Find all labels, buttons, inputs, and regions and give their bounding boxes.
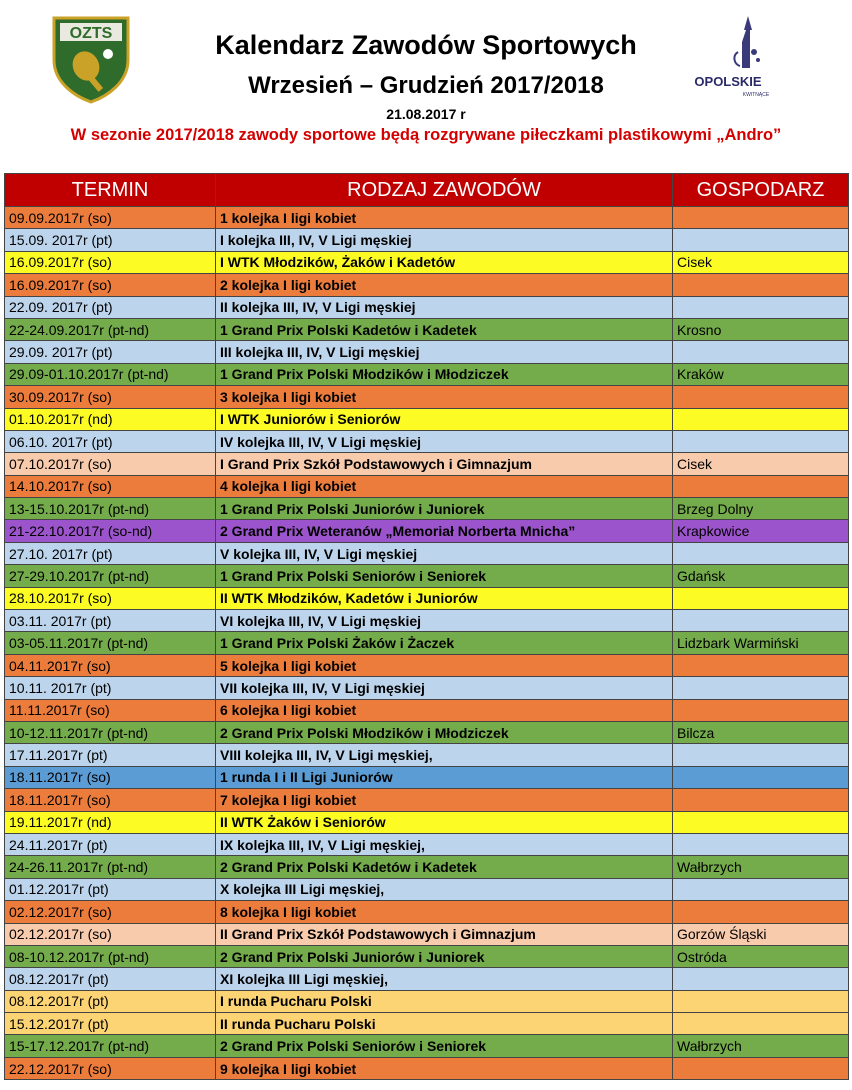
cell-rodzaj: I Grand Prix Szkół Podstawowych i Gimnazjum xyxy=(216,453,673,475)
cell-termin: 28.10.2017r (so) xyxy=(5,587,216,609)
cell-termin: 18.11.2017r (so) xyxy=(5,766,216,788)
table-body xyxy=(5,207,849,1080)
cell-gospodarz xyxy=(673,229,849,251)
cell-rodzaj: IX kolejka III, IV, V Ligi męskiej, xyxy=(216,833,673,855)
cell-rodzaj: 2 Grand Prix Polski Młodzików i Młodziczek xyxy=(216,721,673,743)
header-termin: TERMIN xyxy=(5,174,216,207)
cell-termin: 03.11. 2017r (pt) xyxy=(5,610,216,632)
table-row xyxy=(5,296,849,318)
cell-gospodarz: Gorzów Śląski xyxy=(673,923,849,945)
cell-gospodarz xyxy=(673,654,849,676)
table-row xyxy=(5,990,849,1012)
cell-gospodarz: Wałbrzych xyxy=(673,856,849,878)
cell-rodzaj: 8 kolejka I ligi kobiet xyxy=(216,901,673,923)
cell-rodzaj: 6 kolejka I ligi kobiet xyxy=(216,699,673,721)
cell-rodzaj: II WTK Młodzików, Kadetów i Juniorów xyxy=(216,587,673,609)
cell-gospodarz xyxy=(673,274,849,296)
table-row xyxy=(5,811,849,833)
table-row xyxy=(5,721,849,743)
cell-gospodarz xyxy=(673,207,849,229)
cell-gospodarz xyxy=(673,744,849,766)
table-header-row xyxy=(5,174,849,207)
cell-termin: 01.10.2017r (nd) xyxy=(5,408,216,430)
cell-rodzaj: X kolejka III Ligi męskiej, xyxy=(216,878,673,900)
cell-rodzaj: II Grand Prix Szkół Podstawowych i Gimnazjum xyxy=(216,923,673,945)
table-row xyxy=(5,520,849,542)
table-row xyxy=(5,341,849,363)
cell-termin: 24.11.2017r (pt) xyxy=(5,833,216,855)
cell-gospodarz xyxy=(673,968,849,990)
cell-rodzaj: VI kolejka III, IV, V Ligi męskiej xyxy=(216,610,673,632)
cell-termin: 08.12.2017r (pt) xyxy=(5,990,216,1012)
cell-gospodarz: Brzeg Dolny xyxy=(673,498,849,520)
cell-gospodarz: Krosno xyxy=(673,318,849,340)
cell-rodzaj: I runda Pucharu Polski xyxy=(216,990,673,1012)
table-row xyxy=(5,430,849,452)
cell-gospodarz xyxy=(673,386,849,408)
cell-gospodarz: Kraków xyxy=(673,363,849,385)
cell-rodzaj: 7 kolejka I ligi kobiet xyxy=(216,789,673,811)
cell-rodzaj: 1 Grand Prix Polski Żaków i Żaczek xyxy=(216,632,673,654)
table-row xyxy=(5,766,849,788)
cell-termin: 19.11.2017r (nd) xyxy=(5,811,216,833)
table-row xyxy=(5,901,849,923)
cell-termin: 10.11. 2017r (pt) xyxy=(5,677,216,699)
cell-termin: 11.11.2017r (so) xyxy=(5,699,216,721)
cell-termin: 07.10.2017r (so) xyxy=(5,453,216,475)
cell-termin: 14.10.2017r (so) xyxy=(5,475,216,497)
cell-termin: 09.09.2017r (so) xyxy=(5,207,216,229)
cell-rodzaj: 2 kolejka I ligi kobiet xyxy=(216,274,673,296)
cell-termin: 02.12.2017r (so) xyxy=(5,901,216,923)
table-row xyxy=(5,677,849,699)
cell-termin: 29.09. 2017r (pt) xyxy=(5,341,216,363)
cell-termin: 16.09.2017r (so) xyxy=(5,251,216,273)
cell-gospodarz: Ostróda xyxy=(673,945,849,967)
table-row xyxy=(5,363,849,385)
cell-gospodarz xyxy=(673,610,849,632)
cell-termin: 18.11.2017r (so) xyxy=(5,789,216,811)
cell-rodzaj: II runda Pucharu Polski xyxy=(216,1013,673,1035)
cell-rodzaj: III kolejka III, IV, V Ligi męskiej xyxy=(216,341,673,363)
document-date: 21.08.2017 r xyxy=(386,106,466,122)
cell-gospodarz: Bilcza xyxy=(673,721,849,743)
cell-rodzaj: 1 Grand Prix Polski Młodzików i Młodziczek xyxy=(216,363,673,385)
cell-gospodarz: Krapkowice xyxy=(673,520,849,542)
cell-gospodarz xyxy=(673,990,849,1012)
cell-termin: 10-12.11.2017r (pt-nd) xyxy=(5,721,216,743)
cell-termin: 27-29.10.2017r (pt-nd) xyxy=(5,565,216,587)
table-row xyxy=(5,386,849,408)
cell-rodzaj: I kolejka III, IV, V Ligi męskiej xyxy=(216,229,673,251)
cell-termin: 03-05.11.2017r (pt-nd) xyxy=(5,632,216,654)
cell-termin: 13-15.10.2017r (pt-nd) xyxy=(5,498,216,520)
cell-rodzaj: 1 kolejka I ligi kobiet xyxy=(216,207,673,229)
ozts-logo-text: OZTS xyxy=(69,25,113,42)
cell-termin: 27.10. 2017r (pt) xyxy=(5,542,216,564)
cell-termin: 22-24.09.2017r (pt-nd) xyxy=(5,318,216,340)
cell-rodzaj: II WTK Żaków i Seniorów xyxy=(216,811,673,833)
cell-gospodarz: Lidzbark Warmiński xyxy=(673,632,849,654)
table-row xyxy=(5,833,849,855)
cell-termin: 22.09. 2017r (pt) xyxy=(5,296,216,318)
table-row xyxy=(5,968,849,990)
cell-rodzaj: XI kolejka III Ligi męskiej, xyxy=(216,968,673,990)
cell-gospodarz xyxy=(673,408,849,430)
cell-rodzaj: 1 Grand Prix Polski Juniorów i Juniorek xyxy=(216,498,673,520)
cell-gospodarz xyxy=(673,1013,849,1035)
header-gospodarz: GOSPODARZ xyxy=(673,174,849,207)
table-row xyxy=(5,945,849,967)
table-row xyxy=(5,654,849,676)
cell-rodzaj: 1 Grand Prix Polski Kadetów i Kadetek xyxy=(216,318,673,340)
cell-termin: 01.12.2017r (pt) xyxy=(5,878,216,900)
cell-termin: 02.12.2017r (so) xyxy=(5,923,216,945)
cell-rodzaj: VII kolejka III, IV, V Ligi męskiej xyxy=(216,677,673,699)
cell-termin: 21-22.10.2017r (so-nd) xyxy=(5,520,216,542)
table-row xyxy=(5,878,849,900)
cell-termin: 15.12.2017r (pt) xyxy=(5,1013,216,1035)
notice-text: W sezonie 2017/2018 zawody sportowe będą rozgrywane piłeczkami plastikowymi „Andro” xyxy=(70,126,782,144)
cell-termin: 08.12.2017r (pt) xyxy=(5,968,216,990)
table-row xyxy=(5,632,849,654)
opolskie-logo-text: OPOLSKIE xyxy=(694,74,762,89)
cell-gospodarz xyxy=(673,878,849,900)
table-row xyxy=(5,610,849,632)
cell-gospodarz xyxy=(673,811,849,833)
cell-termin: 24-26.11.2017r (pt-nd) xyxy=(5,856,216,878)
cell-rodzaj: 9 kolejka I ligi kobiet xyxy=(216,1057,673,1079)
cell-gospodarz xyxy=(673,341,849,363)
table-row xyxy=(5,475,849,497)
table-row xyxy=(5,498,849,520)
table-row xyxy=(5,923,849,945)
cell-termin: 16.09.2017r (so) xyxy=(5,274,216,296)
cell-gospodarz xyxy=(673,430,849,452)
cell-gospodarz: Wałbrzych xyxy=(673,1035,849,1057)
table-row xyxy=(5,542,849,564)
cell-gospodarz: Cisek xyxy=(673,251,849,273)
table-row xyxy=(5,789,849,811)
cell-rodzaj: 5 kolejka I ligi kobiet xyxy=(216,654,673,676)
cell-gospodarz xyxy=(673,1057,849,1079)
cell-rodzaj: II kolejka III, IV, V Ligi męskiej xyxy=(216,296,673,318)
cell-rodzaj: 2 Grand Prix Weteranów „Memoriał Norberta Mnicha” xyxy=(216,520,673,542)
cell-termin: 17.11.2017r (pt) xyxy=(5,744,216,766)
cell-gospodarz xyxy=(673,587,849,609)
cell-gospodarz xyxy=(673,296,849,318)
page-subtitle: Wrzesień – Grudzień 2017/2018 xyxy=(248,72,604,99)
table-row xyxy=(5,408,849,430)
table-row xyxy=(5,229,849,251)
cell-rodzaj: I WTK Młodzików, Żaków i Kadetów xyxy=(216,251,673,273)
header-rodzaj: RODZAJ ZAWODÓW xyxy=(216,174,673,207)
table-row xyxy=(5,318,849,340)
page-title: Kalendarz Zawodów Sportowych xyxy=(215,30,637,60)
cell-rodzaj: 1 runda I i II Ligi Juniorów xyxy=(216,766,673,788)
table-row xyxy=(5,1013,849,1035)
cell-gospodarz xyxy=(673,901,849,923)
table-row xyxy=(5,587,849,609)
table-row xyxy=(5,699,849,721)
table-row xyxy=(5,565,849,587)
cell-termin: 08-10.12.2017r (pt-nd) xyxy=(5,945,216,967)
cell-rodzaj: 3 kolejka I ligi kobiet xyxy=(216,386,673,408)
cell-termin: 04.11.2017r (so) xyxy=(5,654,216,676)
cell-termin: 22.12.2017r (so) xyxy=(5,1057,216,1079)
cell-termin: 29.09-01.10.2017r (pt-nd) xyxy=(5,363,216,385)
cell-rodzaj: 1 Grand Prix Polski Seniorów i Seniorek xyxy=(216,565,673,587)
cell-gospodarz xyxy=(673,677,849,699)
cell-gospodarz xyxy=(673,542,849,564)
cell-rodzaj: 2 Grand Prix Polski Kadetów i Kadetek xyxy=(216,856,673,878)
table-row xyxy=(5,744,849,766)
cell-rodzaj: IV kolejka III, IV, V Ligi męskiej xyxy=(216,430,673,452)
cell-gospodarz xyxy=(673,766,849,788)
table-row xyxy=(5,1057,849,1079)
table-row xyxy=(5,1035,849,1057)
table-row xyxy=(5,453,849,475)
cell-rodzaj: I WTK Juniorów i Seniorów xyxy=(216,408,673,430)
table-row xyxy=(5,274,849,296)
table-row xyxy=(5,856,849,878)
schedule-table xyxy=(4,173,849,1080)
cell-gospodarz xyxy=(673,833,849,855)
cell-termin: 15-17.12.2017r (pt-nd) xyxy=(5,1035,216,1057)
cell-termin: 15.09. 2017r (pt) xyxy=(5,229,216,251)
cell-rodzaj: 2 Grand Prix Polski Seniorów i Seniorek xyxy=(216,1035,673,1057)
cell-gospodarz xyxy=(673,699,849,721)
cell-gospodarz: Gdańsk xyxy=(673,565,849,587)
cell-rodzaj: V kolejka III, IV, V Ligi męskiej xyxy=(216,542,673,564)
cell-termin: 06.10. 2017r (pt) xyxy=(5,430,216,452)
opolskie-logo-subtext: KWITNĄCE xyxy=(742,92,770,98)
cell-rodzaj: 4 kolejka I ligi kobiet xyxy=(216,475,673,497)
table-row xyxy=(5,207,849,229)
cell-termin: 30.09.2017r (so) xyxy=(5,386,216,408)
cell-rodzaj: VIII kolejka III, IV, V Ligi męskiej, xyxy=(216,744,673,766)
cell-gospodarz xyxy=(673,789,849,811)
table-row xyxy=(5,251,849,273)
cell-gospodarz: Cisek xyxy=(673,453,849,475)
cell-gospodarz xyxy=(673,475,849,497)
cell-rodzaj: 2 Grand Prix Polski Juniorów i Juniorek xyxy=(216,945,673,967)
